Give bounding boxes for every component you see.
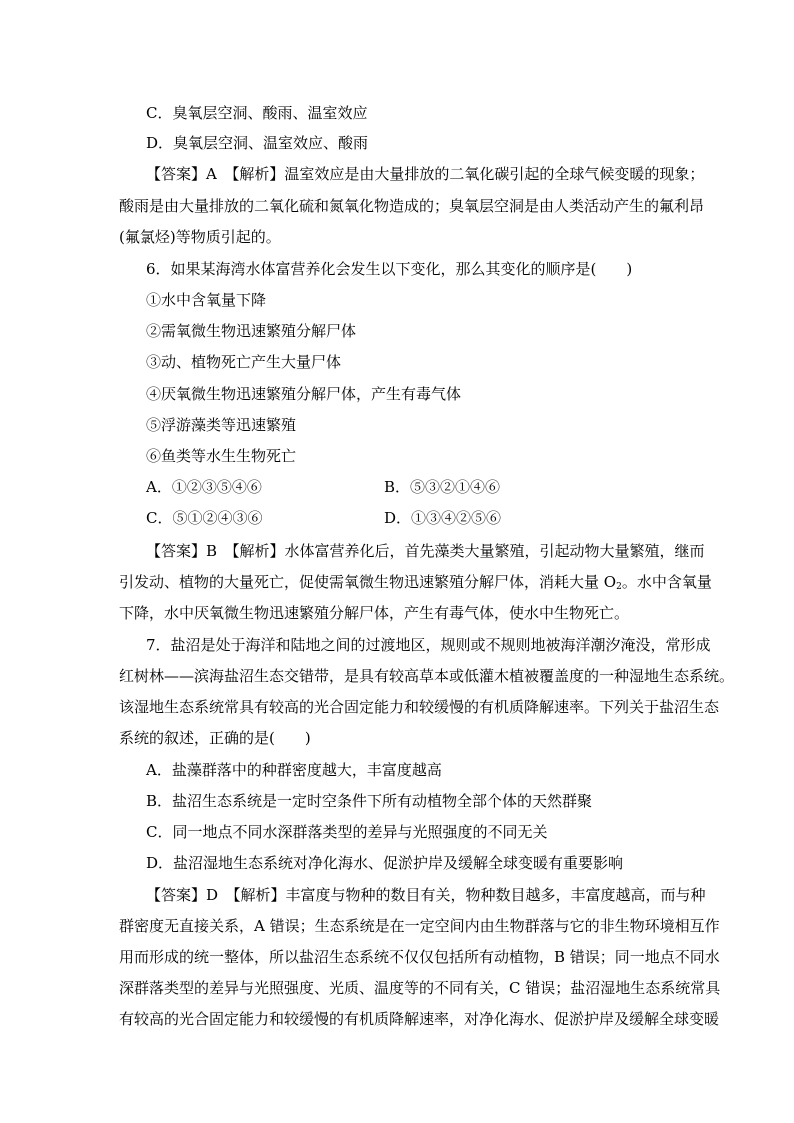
- q6-options-row-1: [146, 471, 626, 503]
- q6-answer-line-2-text-a: 引发动、植物的大量死亡，促使需氧微生物迅速繁殖分解尸体，消耗大量 O: [119, 573, 617, 591]
- q6-question: 6．如果某海湾水体富营养化会发生以下变化，那么其变化的顺序是( ): [146, 260, 633, 278]
- q7-option-b: B．盐沼生态系统是一定时空条件下所有动植物全部个体的天然群聚: [146, 792, 593, 810]
- q6-option-c: C．⑤①②④③⑥: [146, 509, 263, 527]
- q7-option-d: D．盐沼湿地生态系统对净化海水、促淤护岸及缓解全球变暖有重要影响: [146, 854, 624, 872]
- q7-stem-line-1: 7．盐沼是处于海洋和陆地之间的过渡地区，规则或不规则地被海洋潮汐淹没，常形成: [146, 636, 711, 654]
- q6-option-b: B．⑤③②①④⑥: [384, 478, 501, 496]
- q7-answer-line-3: 用而形成的统一整体，所以盐沼生态系统不仅仅包括所有动植物，B 错误；同一地点不同水: [119, 948, 720, 966]
- q5-answer-line-3: (氟氯烃)等物质引起的。: [119, 228, 281, 246]
- q7-option-c: C．同一地点不同水深群落类型的差异与光照强度的不同无关: [146, 823, 548, 841]
- q6-answer-line-2: [119, 566, 712, 598]
- q6-answer-line-2-text-b: 。水中含氧量: [621, 573, 712, 591]
- q5-option-d: D．臭氧层空洞、温室效应、酸雨: [146, 134, 369, 152]
- q6-option-d: D．①③④②⑤⑥: [384, 509, 502, 527]
- q6-item-5: ⑤浮游藻类等迅速繁殖: [146, 416, 297, 434]
- q6-item-4: ④厌氧微生物迅速繁殖分解尸体，产生有毒气体: [146, 385, 462, 403]
- q6-item-1: ①水中含氧量下降: [146, 291, 267, 309]
- q7-answer-line-5: 有较高的光合固定能力和较缓慢的有机质降解速率，对净化海水、促淤护岸及缓解全球变暖: [119, 1010, 720, 1028]
- q6-option-a: A．①②③⑤④⑥: [146, 478, 262, 496]
- q6-options-row-2: [146, 502, 626, 534]
- q5-option-c: C．臭氧层空洞、酸雨、温室效应: [146, 104, 368, 122]
- q7-stem-line-2: 红树林——滨海盐沼生态交错带，是具有较高草本或低灌木植被覆盖度的一种湿地生态系统。: [119, 667, 735, 685]
- q7-stem-line-4: 系统的叙述，正确的是( ): [119, 729, 311, 747]
- q7-option-a: A．盐藻群落中的种群密度越大，丰富度越高: [146, 761, 442, 779]
- q5-answer-line-2: 酸雨是由大量排放的二氧化硫和氮氧化物造成的；臭氧层空洞是由人类活动产生的氟利昂: [119, 197, 705, 215]
- q6-item-6: ⑥鱼类等水生生物死亡: [146, 447, 297, 465]
- q7-answer-line-4: 深群落类型的差异与光照强度、光质、温度等的不同有关，C 错误；盐沼湿地生态系统常具: [119, 979, 721, 997]
- q6-answer-line-2-subscript: 2: [616, 582, 622, 592]
- q6-answer-line-3: 下降，水中厌氧微生物迅速繁殖分解尸体，产生有毒气体，使水中生物死亡。: [119, 604, 630, 622]
- q6-item-2: ②需氧微生物迅速繁殖分解尸体: [146, 322, 357, 340]
- q6-answer-line-1: 【答案】B 【解析】水体富营养化后，首先藻类大量繁殖，引起动物大量繁殖，继而: [146, 542, 705, 560]
- q7-answer-line-2: 群密度无直接关系，A 错误；生态系统是在一定空间内由生物群落与它的非生物环境相互作: [119, 917, 720, 935]
- q5-answer-line-1: 【答案】A 【解析】温室效应是由大量排放的二氧化碳引起的全球气候变暖的现象；: [146, 165, 705, 183]
- q6-item-3: ③动、植物死亡产生大量尸体: [146, 353, 342, 371]
- q7-answer-line-1: 【答案】D 【解析】丰富度与物种的数目有关，物种数目越多，丰富度越高，而与种: [146, 886, 706, 904]
- q7-stem-line-3: 该湿地生态系统常具有较高的光合固定能力和较缓慢的有机质降解速率。下列关于盐沼生态: [119, 698, 720, 716]
